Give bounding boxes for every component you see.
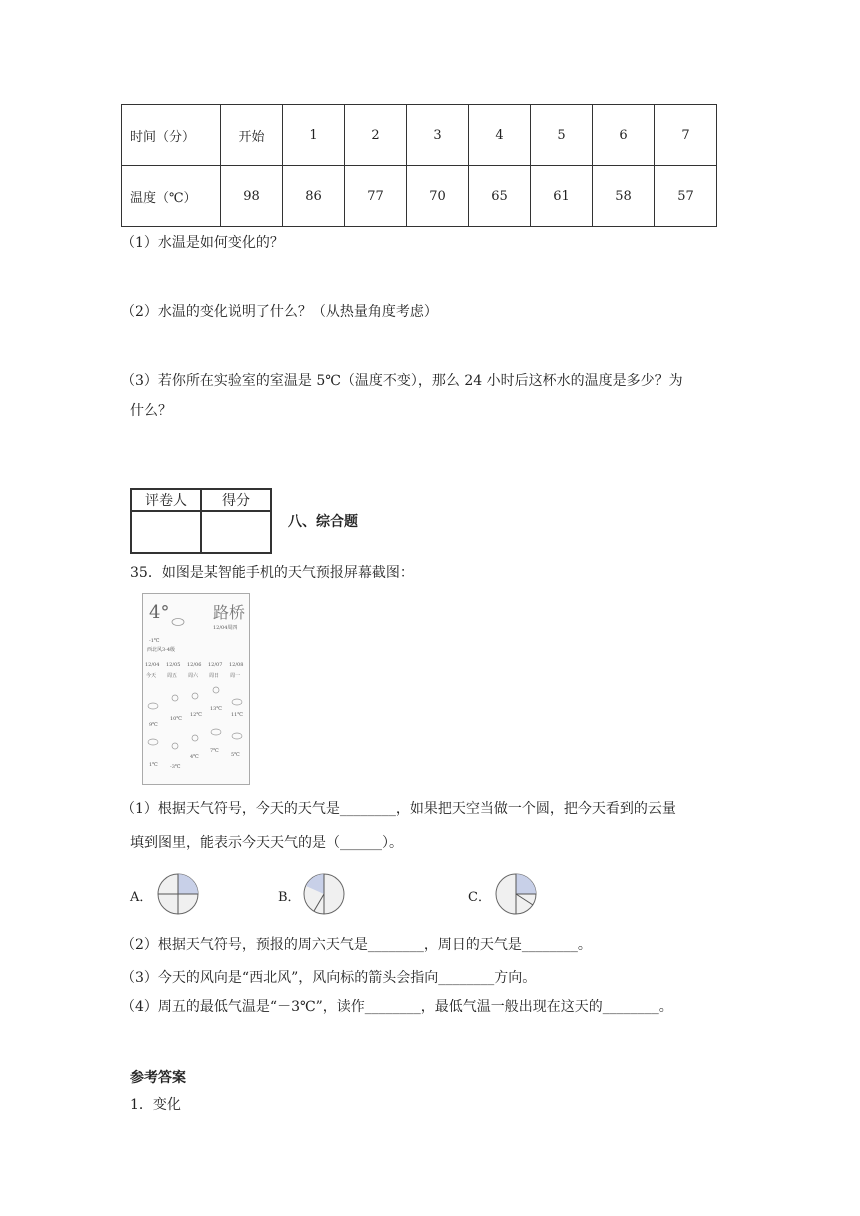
cloud-icon (171, 616, 185, 626)
forecast-day: 周六 (188, 673, 199, 679)
table-cell: 1 (283, 105, 345, 166)
forecast-date: 12/06 (187, 662, 202, 668)
weather-screenshot (142, 593, 250, 785)
p35-question-1-line1: （1）根据天气符号，今天的天气是________，如果把天空当做一个圆，把今天看到的云量 (121, 801, 676, 817)
table-row-temperature (122, 166, 717, 227)
table-cell: 77 (345, 166, 407, 227)
question-1: （1）水温是如何变化的？ (121, 235, 284, 251)
reviewer-label: 评卷人 (131, 489, 201, 511)
problem-35-stem: 35．如图是某智能手机的天气预报屏幕截图： (130, 565, 414, 581)
table-cell: 温度（℃） (122, 166, 221, 227)
forecast-day: 周五 (167, 673, 178, 679)
forecast-high: 11℃ (231, 712, 243, 718)
forecast-low: -3℃ (170, 764, 181, 770)
table-cell: 4 (469, 105, 531, 166)
p35-question-2: （2）根据天气符号，预报的周六天气是________，周日的天气是________。 (121, 937, 592, 953)
table-cell: 7 (655, 105, 717, 166)
question-2: （2）水温的变化说明了什么？（从热量角度考虑） (121, 304, 438, 320)
forecast-high: 12℃ (190, 712, 202, 718)
option-b-label: B． (278, 890, 301, 905)
cloud-cover-circle-c-icon[interactable] (494, 872, 538, 916)
table-cell: 2 (345, 105, 407, 166)
forecast-high: 10℃ (170, 716, 182, 722)
option-a-label: A． (130, 890, 153, 905)
option-c-label: C． (468, 890, 491, 905)
city-name: 路桥 (213, 603, 246, 622)
answers-title: 参考答案 (130, 1070, 186, 1086)
forecast-day: 今天 (146, 673, 157, 679)
table-cell: 65 (469, 166, 531, 227)
forecast-low: 5℃ (231, 752, 240, 758)
forecast-date: 12/05 (166, 662, 181, 668)
forecast-day: 周一 (230, 673, 241, 679)
forecast-date: 12/08 (229, 662, 244, 668)
table-cell: 5 (531, 105, 593, 166)
forecast-icons (143, 684, 249, 774)
date-label: 12/04周四 (213, 625, 238, 631)
forecast-high: 13℃ (210, 706, 222, 712)
p35-question-4: （4）周五的最低气温是“－3℃”，读作________，最低气温一般出现在这天的________。 (121, 999, 673, 1015)
table-cell: 98 (221, 166, 283, 227)
answer-1: 1．变化 (130, 1097, 181, 1113)
p35-question-1-line2: 填到图里，能表示今天天气的是（______）。 (130, 835, 403, 851)
question-3-line2: 什么？ (130, 403, 172, 419)
table-cell: 6 (593, 105, 655, 166)
table-cell: 58 (593, 166, 655, 227)
forecast-high: 9℃ (149, 722, 158, 728)
question-3-line1: （3）若你所在实验室的室温是 5℃（温度不变），那么 24 小时后这杯水的温度是多少？为 (121, 373, 683, 389)
current-temp: 4° (149, 602, 170, 623)
score-field[interactable] (201, 511, 271, 553)
low-temp: -1℃ (149, 638, 160, 644)
table-cell: 3 (407, 105, 469, 166)
p35-question-3: （3）今天的风向是“西北风”，风向标的箭头会指向________方向。 (121, 970, 537, 986)
wind-label: 西北风3-4级 (147, 647, 176, 653)
table-cell: 57 (655, 166, 717, 227)
score-box (130, 488, 272, 554)
forecast-low: 4℃ (190, 754, 199, 760)
table-cell: 86 (283, 166, 345, 227)
forecast-low: 7℃ (210, 748, 219, 754)
table-row-time (122, 105, 717, 166)
score-label: 得分 (201, 489, 271, 511)
cloud-cover-circle-b-icon[interactable] (302, 872, 346, 916)
cloud-cover-circle-a-icon[interactable] (156, 872, 200, 916)
reviewer-field[interactable] (131, 511, 201, 553)
table-cell: 70 (407, 166, 469, 227)
forecast-date: 12/07 (208, 662, 223, 668)
section-title: 八、综合题 (288, 514, 358, 530)
table-cell: 时间（分） (122, 105, 221, 166)
table-cell: 开始 (221, 105, 283, 166)
forecast-low: 1℃ (149, 762, 158, 768)
forecast-date: 12/04 (145, 662, 160, 668)
table-cell: 61 (531, 166, 593, 227)
temperature-table (121, 104, 717, 227)
forecast-day: 周日 (209, 673, 220, 679)
